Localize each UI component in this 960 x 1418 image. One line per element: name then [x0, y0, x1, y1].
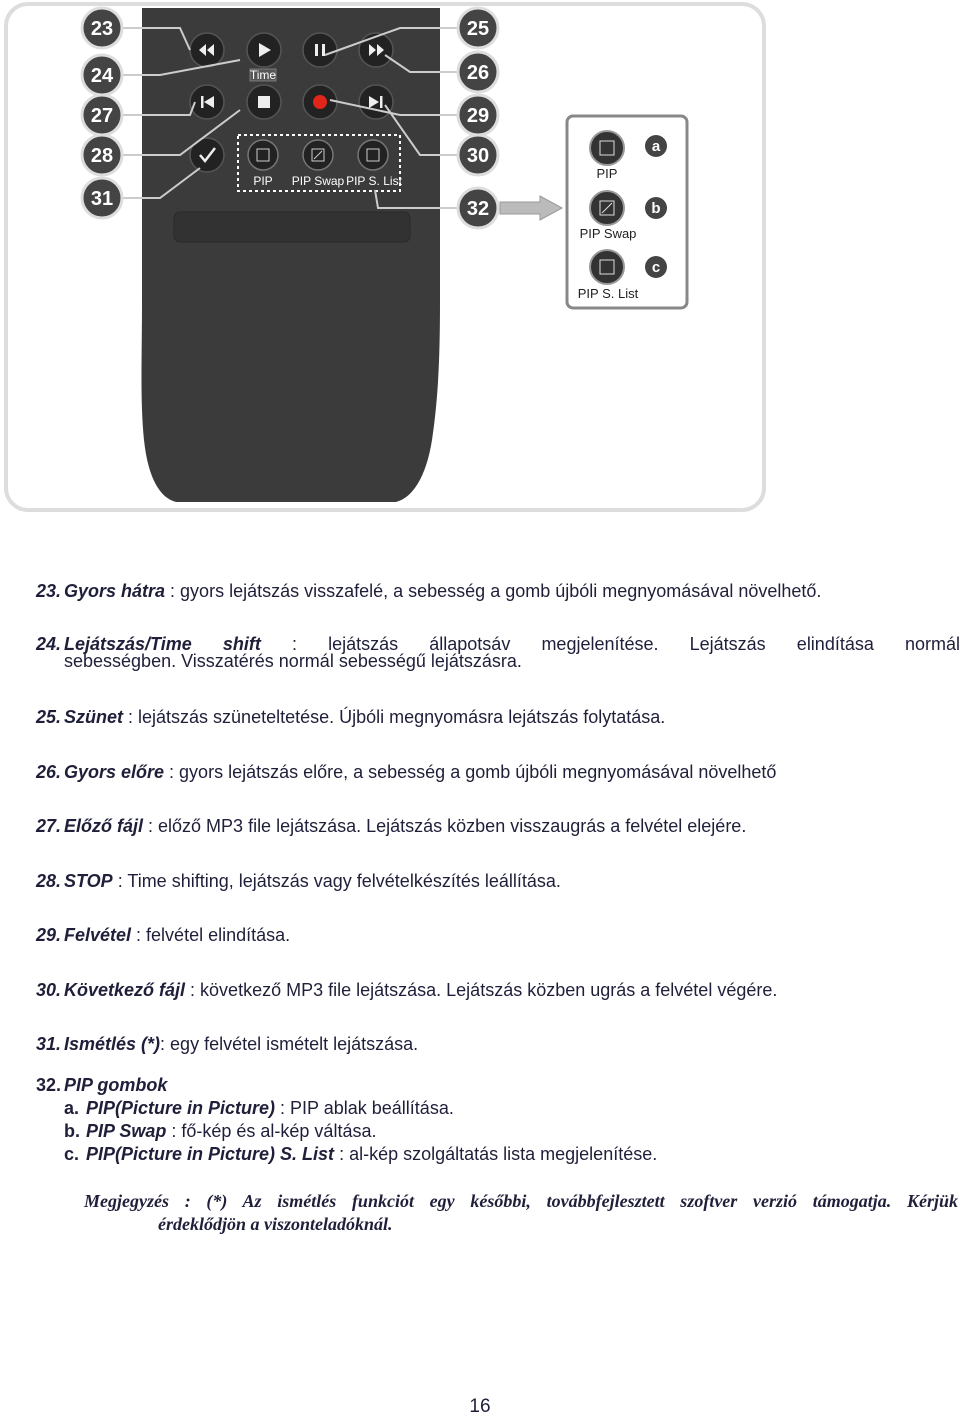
callout-31: [82, 178, 122, 218]
item-text: : gyors lejátszás előre, a sebesség a gomb újbóli megnyomásával növelhető: [164, 762, 777, 782]
footnote-line-2: érdeklődjön a viszonteladóknál.: [158, 1214, 393, 1234]
item-number: 28.: [36, 871, 62, 891]
item-term: Következő fájl: [64, 980, 186, 1000]
list-item-26: [36, 762, 960, 782]
panel-pip-swap-button: [590, 191, 624, 225]
pause-button[interactable]: [303, 33, 337, 67]
panel-letter-c: [645, 256, 667, 278]
pip-swap-label: PIP Swap: [291, 174, 345, 188]
callout-23: [82, 8, 122, 48]
footnote: [84, 1190, 958, 1236]
footnote-line-1: Megjegyzés : (*) Az ismétlés funkciót egy későbbi, továbbfejlesztett szoftver verzió támogatja. Kérjük: [84, 1191, 958, 1211]
callout-28: [82, 135, 122, 175]
pip-s-list-button[interactable]: [358, 140, 388, 170]
pip-subitem-a: [64, 1098, 454, 1118]
item-text: : lejátszás állapotsáv megjelenítése. Lejátszás elindítása normál: [260, 634, 960, 654]
next-file-button[interactable]: [359, 85, 393, 119]
list-item-23: [36, 581, 960, 601]
callout-32: [458, 188, 498, 228]
panel-letter-b: [645, 197, 667, 219]
item-term: Gyors hátra: [64, 581, 166, 601]
item-term: Előző fájl: [64, 816, 144, 836]
callout-25: [458, 8, 498, 48]
item-number: 30.: [36, 980, 62, 1000]
list-item-29: [36, 925, 960, 945]
subitem-term: PIP Swap: [86, 1121, 167, 1141]
item-text: : lejátszás szüneteltetése. Újbóli megnyomásra lejátszás folytatása.: [123, 707, 666, 727]
record-button[interactable]: [303, 85, 337, 119]
pip-label: PIP: [253, 174, 273, 188]
rewind-button[interactable]: [190, 33, 224, 67]
panel-pip-s-list-label: PIP S. List: [577, 286, 639, 301]
svg-text:b: b: [651, 200, 661, 217]
callout-26: [458, 52, 498, 92]
svg-text:29: 29: [466, 105, 490, 127]
svg-text:30: 30: [466, 145, 490, 167]
panel-pip-swap-label: PIP Swap: [579, 226, 637, 241]
remote-body: [142, 8, 441, 502]
svg-text:25: 25: [466, 18, 490, 40]
list-item-28: [36, 871, 960, 891]
subitem-letter: c.: [64, 1144, 80, 1164]
item-term: Felvétel: [64, 925, 132, 945]
pip-subitem-b: [64, 1121, 376, 1141]
svg-text:23: 23: [90, 18, 114, 40]
subitem-letter: a.: [64, 1098, 80, 1118]
subitem-text: : al-kép szolgáltatás lista megjelenítése.: [334, 1144, 658, 1164]
list-item-31: [36, 1034, 960, 1054]
svg-text:a: a: [651, 138, 661, 155]
item-text: : Time shifting, lejátszás vagy felvételkészítés leállítása.: [112, 871, 561, 891]
svg-text:27: 27: [90, 105, 114, 127]
item-text: : gyors lejátszás visszafelé, a sebesség a gomb újbóli megnyomásával növelhető.: [165, 581, 822, 601]
item-text: : következő MP3 file lejátszása. Lejátszás közben ugrás a felvétel végére.: [185, 980, 778, 1000]
item-term: Ismétlés (*): [64, 1034, 161, 1054]
item-text: : felvétel elindítása.: [131, 925, 291, 945]
fast-forward-button[interactable]: [359, 33, 393, 67]
panel-pip-button: [590, 131, 624, 165]
item-term: STOP: [64, 871, 113, 891]
item-number: 24.: [36, 634, 62, 654]
subitem-term: PIP(Picture in Picture): [86, 1098, 276, 1118]
list-item-32: [36, 1075, 960, 1095]
callout-29: [458, 95, 498, 135]
panel-pip-label: PIP: [596, 166, 618, 181]
svg-text:32: 32: [466, 198, 490, 220]
pip-button[interactable]: [248, 140, 278, 170]
item-term: Szünet: [64, 707, 124, 727]
item-number: 27.: [36, 816, 62, 836]
svg-text:c: c: [651, 259, 661, 276]
item-number: 32.: [36, 1075, 62, 1095]
stop-icon: [258, 96, 270, 108]
callout-24: [82, 55, 122, 95]
panel-letter-a: [645, 135, 667, 157]
callout-30: [458, 135, 498, 175]
page-number: 16: [469, 1396, 491, 1417]
remote-control-figure: [0, 0, 960, 520]
list-item-25: [36, 707, 960, 727]
subitem-term: PIP(Picture in Picture) S. List: [86, 1144, 335, 1164]
item-text-line2: sebességben. Visszatérés normál sebességű lejátszásra.: [64, 651, 522, 671]
svg-text:31: 31: [90, 188, 114, 210]
pip-swap-button[interactable]: [303, 140, 333, 170]
item-text: : egy felvétel ismételt lejátszása.: [160, 1034, 419, 1054]
item-term: Lejátszás/Time shift: [64, 634, 261, 654]
item-number: 29.: [36, 925, 62, 945]
stop-button[interactable]: [247, 85, 281, 119]
callout-27: [82, 95, 122, 135]
play-button[interactable]: [247, 33, 281, 67]
item-term: PIP gombok: [64, 1075, 168, 1095]
pip-detail-panel: [567, 116, 687, 308]
previous-file-button[interactable]: [190, 85, 224, 119]
remote-lower-panel: [174, 212, 410, 242]
panel-pip-s-list-button: [590, 250, 624, 284]
subitem-text: : PIP ablak beállítása.: [275, 1098, 454, 1118]
subitem-letter: b.: [64, 1121, 80, 1141]
record-icon: [313, 95, 327, 109]
item-number: 26.: [36, 762, 62, 782]
subitem-text: : fő-kép és al-kép váltása.: [166, 1121, 377, 1141]
item-text: : előző MP3 file lejátszása. Lejátszás közben visszaugrás a felvétel elejére.: [143, 816, 747, 836]
list-item-30: [36, 980, 960, 1000]
item-number: 31.: [36, 1034, 62, 1054]
svg-text:26: 26: [466, 62, 490, 84]
pip-s-list-label: PIP S. List: [346, 174, 402, 188]
pip-subitem-c: [64, 1144, 657, 1164]
item-number: 23.: [36, 581, 62, 601]
time-label: Time: [249, 68, 277, 82]
svg-text:24: 24: [90, 65, 114, 87]
item-number: 25.: [36, 707, 62, 727]
item-term: Gyors előre: [64, 762, 165, 782]
list-item-27: [36, 816, 960, 836]
svg-text:28: 28: [90, 145, 114, 167]
list-item-24: [36, 634, 960, 671]
